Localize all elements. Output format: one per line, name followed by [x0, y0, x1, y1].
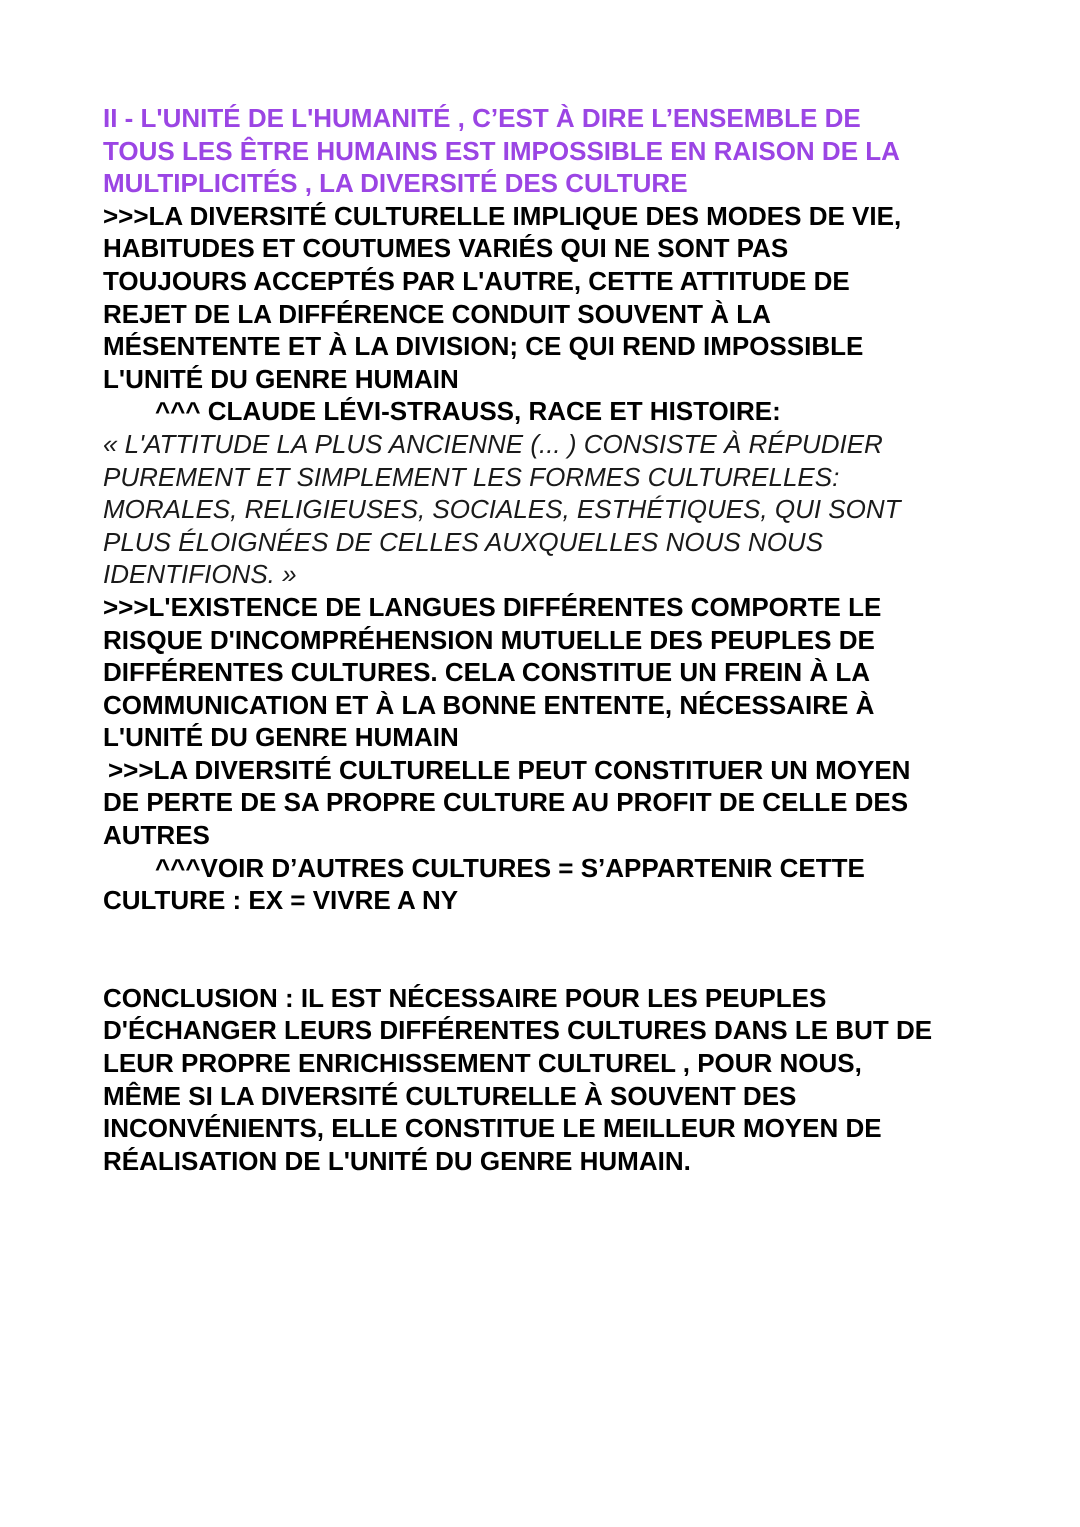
- quote-line: « L'ATTITUDE LA PLUS ANCIENNE (... ) CONSISTE À RÉPUDIER: [103, 428, 883, 459]
- section-heading: [103, 102, 983, 200]
- point-cultural-diversity: [103, 200, 983, 396]
- paragraph-line: >>>L'EXISTENCE DE LANGUES DIFFÉRENTES COMPORTE LE: [103, 591, 882, 622]
- quote-line: MORALES, RELIGIEUSES, SOCIALES, ESTHÉTIQUES, QUI SONT: [103, 494, 901, 525]
- reference-levi-strauss: [103, 395, 983, 428]
- heading-line: TOUS LES ÊTRE HUMAINS EST IMPOSSIBLE EN RAISON DE LA: [103, 135, 900, 166]
- point-loss-of-culture: [103, 754, 983, 852]
- section-spacer: [103, 917, 983, 982]
- paragraph-line: COMMUNICATION ET À LA BONNE ENTENTE, NÉCESSAIRE À: [103, 689, 875, 720]
- conclusion-line: MÊME SI LA DIVERSITÉ CULTURELLE À SOUVENT DES: [103, 1080, 797, 1111]
- conclusion: [103, 982, 983, 1178]
- reference-line: ^^^ CLAUDE LÉVI-STRAUSS, RACE ET HISTOIRE:: [155, 396, 781, 427]
- paragraph-line: L'UNITÉ DU GENRE HUMAIN: [103, 363, 459, 394]
- paragraph-line: L'UNITÉ DU GENRE HUMAIN: [103, 722, 459, 753]
- heading-line: II - L'UNITÉ DE L'HUMANITÉ , C’EST À DIRE L’ENSEMBLE DE: [103, 103, 861, 133]
- example-line: CULTURE : EX = VIVRE A NY: [103, 885, 459, 916]
- paragraph-line: TOUJOURS ACCEPTÉS PAR L'AUTRE, CETTE ATTITUDE DE: [103, 265, 850, 296]
- paragraph-line: DE PERTE DE SA PROPRE CULTURE AU PROFIT DE CELLE DES: [103, 787, 909, 818]
- paragraph-line: RISQUE D'INCOMPRÉHENSION MUTUELLE DES PEUPLES DE: [103, 624, 875, 655]
- paragraph-line: >>>LA DIVERSITÉ CULTURELLE PEUT CONSTITUER UN MOYEN: [108, 754, 911, 785]
- paragraph-line: DIFFÉRENTES CULTURES. CELA CONSTITUE UN FREIN À LA: [103, 657, 870, 688]
- quote-line: IDENTIFIONS. »: [103, 559, 297, 590]
- paragraph-line: >>>LA DIVERSITÉ CULTURELLE IMPLIQUE DES MODES DE VIE,: [103, 200, 902, 231]
- point-languages: [103, 591, 983, 754]
- document-page: [103, 102, 983, 1177]
- heading-line: MULTIPLICITÉS , LA DIVERSITÉ DES CULTURE: [103, 168, 688, 199]
- conclusion-line: INCONVÉNIENTS, ELLE CONSTITUE LE MEILLEUR MOYEN DE: [103, 1113, 882, 1144]
- paragraph-line: HABITUDES ET COUTUMES VARIÉS QUI NE SONT PAS: [103, 233, 789, 264]
- example-line: ^^^VOIR D’AUTRES CULTURES = S’APPARTENIR CETTE: [155, 852, 865, 883]
- conclusion-line: D'ÉCHANGER LEURS DIFFÉRENTES CULTURES DANS LE BUT DE: [103, 1015, 933, 1046]
- paragraph-line: AUTRES: [103, 820, 210, 851]
- paragraph-line: MÉSENTENTE ET À LA DIVISION; CE QUI REND IMPOSSIBLE: [103, 331, 864, 362]
- citation-quote: [103, 428, 983, 591]
- paragraph-line: REJET DE LA DIFFÉRENCE CONDUIT SOUVENT À LA: [103, 298, 771, 329]
- quote-line: PUREMENT ET SIMPLEMENT LES FORMES CULTURELLES:: [103, 461, 840, 492]
- conclusion-line: LEUR PROPRE ENRICHISSEMENT CULTUREL , POUR NOUS,: [103, 1048, 862, 1079]
- example-note: [103, 852, 983, 917]
- quote-line: PLUS ÉLOIGNÉES DE CELLES AUXQUELLES NOUS NOUS: [103, 526, 824, 557]
- conclusion-line: RÉALISATION DE L'UNITÉ DU GENRE HUMAIN.: [103, 1145, 691, 1176]
- conclusion-line: CONCLUSION : IL EST NÉCESSAIRE POUR LES PEUPLES: [103, 982, 827, 1013]
